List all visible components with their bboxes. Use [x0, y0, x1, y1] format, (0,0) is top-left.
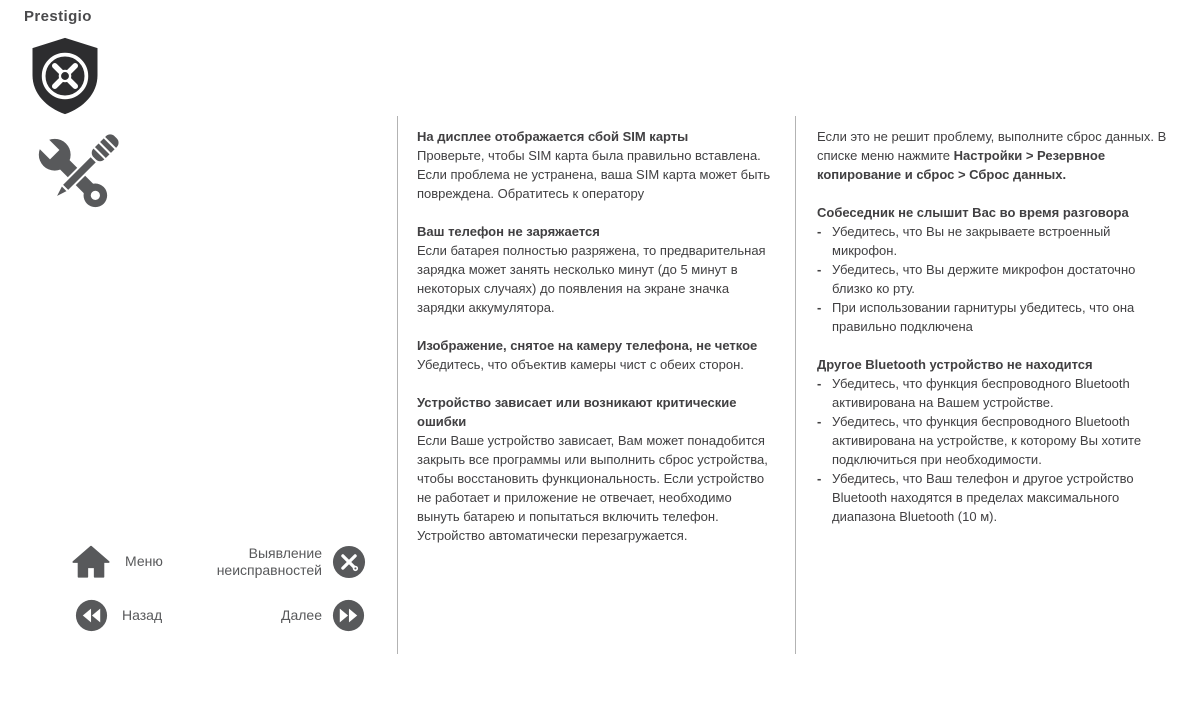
- section-heading: Изображение, снятое на камеру телефона, не четкое: [417, 338, 758, 353]
- column-middle: [417, 127, 771, 545]
- nav-section-label: Выявление неисправностей: [216, 545, 322, 578]
- troubleshooting-tools-icon: [18, 118, 136, 236]
- nav-next-label: Далее: [280, 607, 322, 623]
- crossed-tools-circle-icon: [332, 545, 366, 579]
- bullet-text: Убедитесь, что функция беспроводного Bluetooth активирована на Вашем устройстве.: [832, 376, 1130, 410]
- section-bluetooth-not-found: [817, 355, 1171, 526]
- bullet-text: При использовании гарнитуры убедитесь, что она правильно подключена: [832, 300, 1135, 334]
- section-sim-error: [417, 127, 771, 203]
- nav-next-button[interactable]: [212, 599, 365, 632]
- list-item: [817, 222, 1171, 260]
- section-device-freezes: [417, 393, 771, 545]
- column-right: [817, 127, 1171, 526]
- nav-back-label: Назад: [122, 607, 163, 623]
- bullet-text: Убедитесь, что функция беспроводного Bluetooth активирована на устройстве, к которому Вы хотите подключиться при необходимости.: [832, 414, 1142, 467]
- section-heading: Собеседник не слышит Вас во время разговора: [817, 205, 1129, 220]
- bullet-marker: -: [817, 376, 822, 391]
- list-item: [817, 298, 1171, 336]
- section-body: Проверьте, чтобы SIM карта была правильно вставлена. Если проблема не устранена, ваша SIM карта может быть повреждена. Обратитесь к оператору: [417, 148, 771, 201]
- section-body: Если батарея полностью разряжена, то предварительная зарядка может занять несколько минут (до 5 минут в некоторых случаях) до появления на экране значка зарядки аккумулятора.: [417, 243, 766, 315]
- section-not-charging: [417, 222, 771, 317]
- brand-logo-text: Prestigio: [24, 8, 92, 25]
- data-reset-intro-text: Если это не решит проблему, выполните сброс данных. В списке меню нажмите: [817, 129, 1167, 163]
- nav-menu-label: Меню: [125, 553, 163, 569]
- list-item: [817, 260, 1171, 298]
- bullet-marker: -: [817, 471, 822, 486]
- list-item: [817, 412, 1171, 469]
- section-body: Если Ваше устройство зависает, Вам может понадобится закрыть все программы или выполнить сброс устройства, чтобы восстановить функциональность. Если устройство не работает и приложение не отвечает, необходимо вынуть батарею и попытаться включить телефон. Устройство автоматически перезагружается.: [417, 433, 768, 543]
- double-chevron-right-icon: [332, 599, 365, 632]
- nav-menu-button[interactable]: [72, 545, 163, 578]
- bullet-marker: -: [817, 224, 822, 239]
- section-body: Убедитесь, что объектив камеры чист с обеих сторон.: [417, 357, 744, 372]
- bullet-text: Убедитесь, что Вы держите микрофон достаточно близко ко рту.: [832, 262, 1136, 296]
- nav-section-indicator[interactable]: [212, 545, 366, 579]
- section-heading: Другое Bluetooth устройство не находится: [817, 357, 1093, 372]
- home-icon: [72, 545, 110, 578]
- bullet-marker: -: [817, 414, 822, 429]
- list-item: [817, 469, 1171, 526]
- section-heading: Ваш телефон не заряжается: [417, 224, 600, 239]
- bullet-marker: -: [817, 300, 822, 315]
- column-divider-left: [397, 116, 398, 654]
- data-reset-paragraph: [817, 127, 1171, 184]
- section-mic-not-heard: [817, 203, 1171, 336]
- list-item: [817, 374, 1171, 412]
- settings-menu-path: Настройки > Резервное копирование и сброс > Сброс данных.: [817, 148, 1106, 182]
- column-divider-right: [795, 116, 796, 654]
- nav-back-button[interactable]: [75, 599, 162, 632]
- section-heading: Устройство зависает или возникают критические ошибки: [417, 395, 737, 429]
- bullet-text: Убедитесь, что Ваш телефон и другое устройство Bluetooth находятся в пределах максимального диапазона Bluetooth (10 м).: [832, 471, 1134, 524]
- section-camera-blurry: [417, 336, 771, 374]
- prestigio-shield-logo-icon: [26, 36, 104, 116]
- double-chevron-left-icon: [75, 599, 108, 632]
- section-heading: На дисплее отображается сбой SIM карты: [417, 129, 689, 144]
- bullet-marker: -: [817, 262, 822, 277]
- bullet-text: Убедитесь, что Вы не закрываете встроенный микрофон.: [832, 224, 1111, 258]
